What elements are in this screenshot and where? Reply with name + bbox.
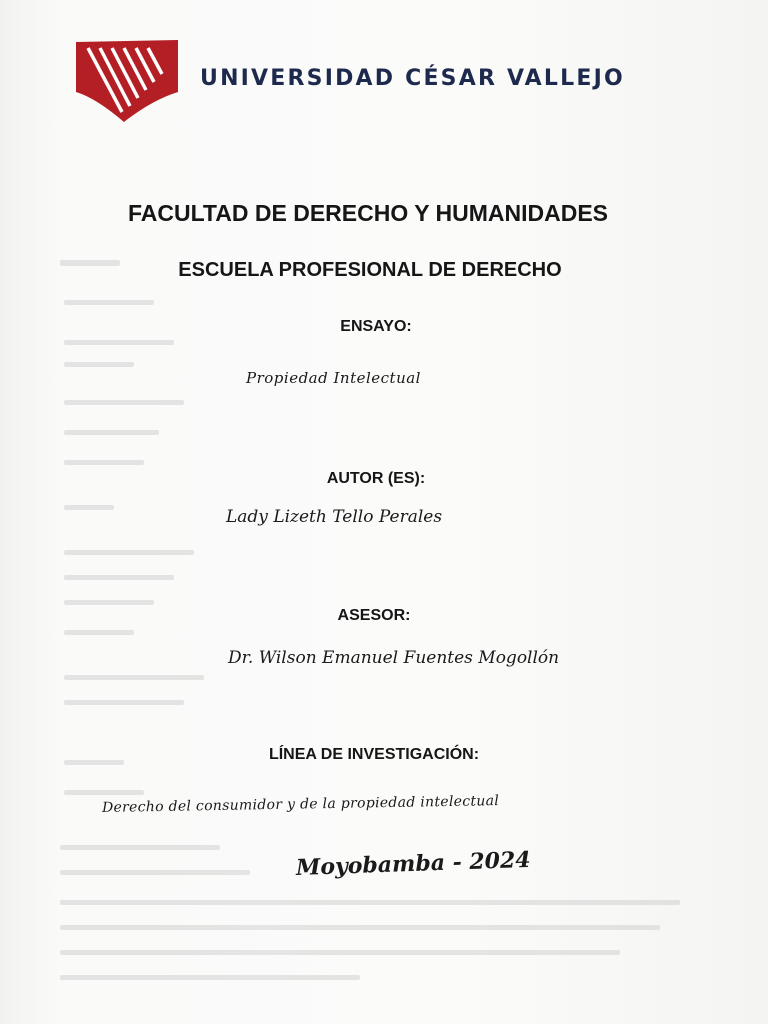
author-label: AUTOR (ES): bbox=[326, 470, 426, 487]
faculty-heading: FACULTAD DE DERECHO Y HUMANIDADES bbox=[127, 200, 609, 226]
place-year-handwritten: Moyobamba - 2024 bbox=[295, 846, 532, 881]
ucv-shield-logo-icon bbox=[74, 38, 180, 124]
essay-label: ENSAYO: bbox=[340, 318, 412, 335]
university-name: UNIVERSIDAD CÉSAR VALLEJO bbox=[200, 66, 625, 91]
school-heading: ESCUELA PROFESIONAL DE DERECHO bbox=[178, 259, 562, 281]
author-name-handwritten: Lady Lizeth Tello Perales bbox=[226, 507, 443, 527]
research-line-handwritten: Derecho del consumidor y de la propiedad intelectual bbox=[101, 793, 500, 816]
research-line-label: LÍNEA DE INVESTIGACIÓN: bbox=[268, 746, 480, 763]
adviser-name-handwritten: Dr. Wilson Emanuel Fuentes Mogollón bbox=[228, 648, 560, 668]
essay-title-handwritten: Propiedad Intelectual bbox=[246, 369, 421, 387]
adviser-label: ASESOR: bbox=[337, 607, 411, 624]
